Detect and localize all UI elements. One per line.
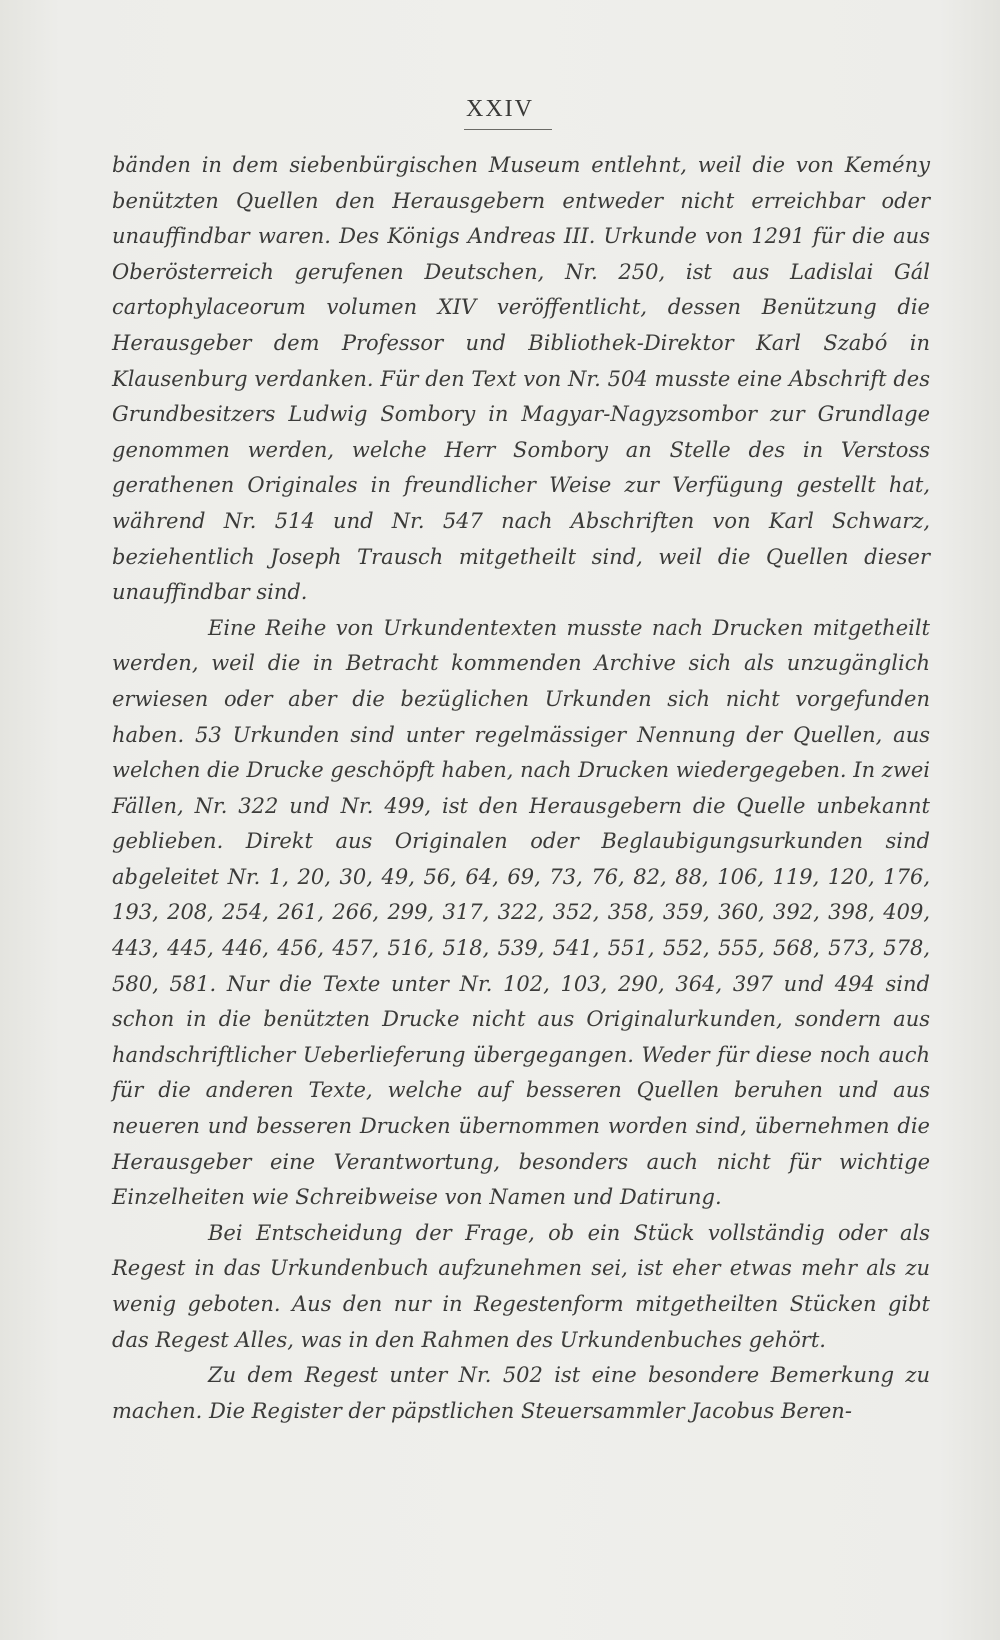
paragraph-regest-502: Zu dem Regest unter Nr. 502 ist eine besondere Bemerkung zu machen. Die Register der päpstlichen Steuersammler Jacobus Beren- [112, 1363, 930, 1423]
body-text [112, 148, 930, 1429]
page-number: XXIV [466, 96, 534, 122]
paragraph-continuation: bänden in dem siebenbürgischen Museum entlehnt, weil die von Kemény benützten Quellen den Herausgebern entweder nicht erreichbar oder unauffindbar waren. Des Königs Andreas III. Urkunde von 1291 für die aus Oberösterreich gerufenen Deutschen, Nr. 250, ist aus Ladislai Gál cartophylaceorum volumen XIV veröffentlicht, dessen Benützung die Herausgeber dem Professor und Bibliothek-Direktor Karl Szabó in Klausenburg verdanken. Für den Text von Nr. 504 musste eine Abschrift des Grundbesitzers Ludwig Sombory in Magyar-Nagyzsombor zur Grundlage genommen werden, welche Herr Sombory an Stelle des in Verstoss gerathenen Originales in freundlicher Weise zur Verfügung gestellt hat, während Nr. 514 und Nr. 547 nach Abschriften von Karl Schwarz, beziehentlich Joseph Trausch mitgetheilt sind, weil die Quellen dieser unauffindbar sind. [112, 153, 930, 605]
paragraph-regest-decision: Bei Entscheidung der Frage, ob ein Stück vollständig oder als Regest in das Urkundenbuch aufzunehmen sei, ist eher etwas mehr als zu wenig geboten. Aus den nur in Regestenform mitgetheilten Stücken gibt das Regest Alles, was in den Rahmen des Urkundenbuches gehört. [112, 1220, 930, 1352]
page-number-underline [464, 129, 552, 130]
paragraph-printed-sources: Eine Reihe von Urkundentexten musste nach Drucken mitgetheilt werden, weil die in Betracht kommenden Archive sich als unzugänglich erwiesen oder aber die bezüglichen Urkunden sich nicht vorgefunden haben. 53 Urkunden sind unter regelmässiger Nennung der Quellen, aus welchen die Drucke geschöpft haben, nach Drucken wiedergegeben. In zwei Fällen, Nr. 322 und Nr. 499, ist den Herausgebern die Quelle unbekannt geblieben. Direkt aus Originalen oder Beglaubigungsurkunden sind abgeleitet Nr. 1, 20, 30, 49, 56, 64, 69, 73, 76, 82, 88, 106, 119, 120, 176, 193, 208, 254, 261, 266, 299, 317, 322, 352, 358, 359, 360, 392, 398, 409, 443, 445, 446, 456, 457, 516, 518, 539, 541, 551, 552, 555, 568, 573, 578, 580, 581. Nur die Texte unter Nr. 102, 103, 290, 364, 397 und 494 sind schon in die benützten Drucke nicht aus Originalurkunden, sondern aus handschriftlicher Ueberlieferung übergegangen. Weder für diese noch auch für die anderen Texte, welche auf besseren Quellen beruhen und aus neueren und besseren Drucken übernommen worden sind, übernehmen die Herausgeber eine Verantwortung, besonders auch nicht für wichtige Einzelheiten wie Schreibweise von Namen und Datirung. [112, 615, 930, 1210]
